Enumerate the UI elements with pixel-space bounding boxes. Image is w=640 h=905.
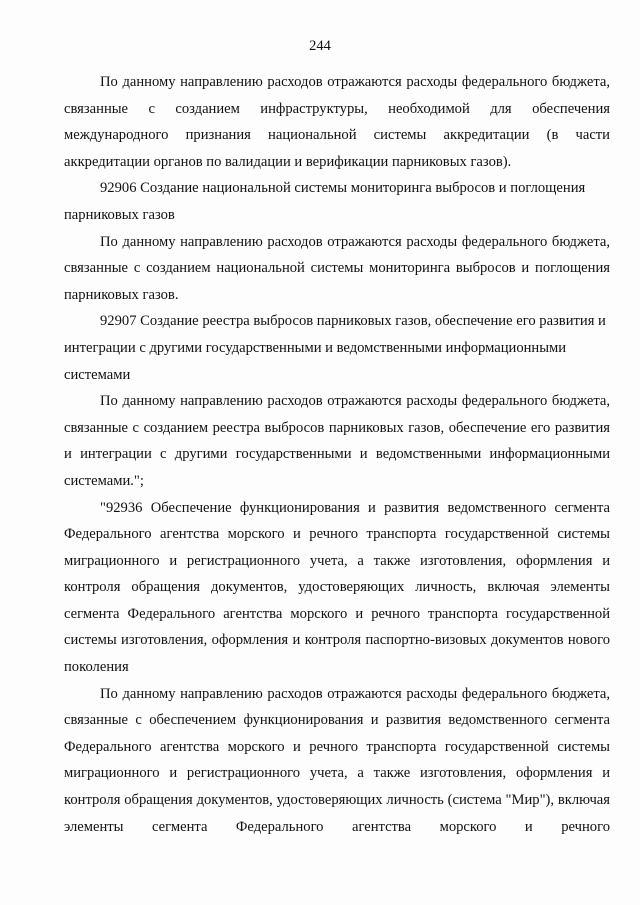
paragraph-monitoring-expenses: По данному направлению расходов отражаются расходы федерального бюджета, связанные с созданием национальной системы мониторинга выбросов и поглощения парниковых газов. bbox=[64, 233, 610, 303]
paragraph-registry-expenses: По данному направлению расходов отражаются расходы федерального бюджета, связанные с созданием реестра выбросов парниковых газов, обеспечение его развития и интеграции с другими государственными и ведомственными информационными системами."; bbox=[64, 393, 610, 489]
paragraph-accreditation-expenses: По данному направлению расходов отражаются расходы федерального бюджета, связанные с созданием инфраструктуры, необходимой для обеспечения международного признания национальной системы аккредитации (в части аккредитации органов по валидации и верификации парниковых газов). bbox=[64, 74, 610, 170]
heading-92907: 92907 Создание реестра выбросов парниковых газов, обеспечение его развития и интеграции с другими государственными и ведомственными информационными системами bbox=[64, 313, 606, 383]
paragraph-maritime-agency-expenses: По данному направлению расходов отражаются расходы федерального бюджета, связанные с обеспечением функционирования и развития ведомственного сегмента Федерального агентства морского и речного транспорта государственной системы миграционного и регистрационного учета, а также изготовления, оформления и контроля обращения документов, удостоверяющих личность (система "Мир"), включая элементы сегмента Федерального агентства морского и речного bbox=[64, 685, 610, 835]
document-body bbox=[64, 69, 610, 840]
heading-92906: 92906 Создание национальной системы мониторинга выбросов и поглощения парниковых газов bbox=[64, 180, 586, 223]
heading-92936: "92936 Обеспечение функционирования и развития ведомственного сегмента Федерального агентства морского и речного транспорта государственной системы миграционного и регистрационного учета, а также изготовления, оформления и контроля обращения документов, удостоверяющих личность, включая элементы сегмента Федерального агентства морского и речного транспорта государственной системы изготовления, оформления и контроля паспортно-визовых документов нового поколения bbox=[64, 499, 610, 676]
page-number: 244 bbox=[309, 38, 331, 54]
